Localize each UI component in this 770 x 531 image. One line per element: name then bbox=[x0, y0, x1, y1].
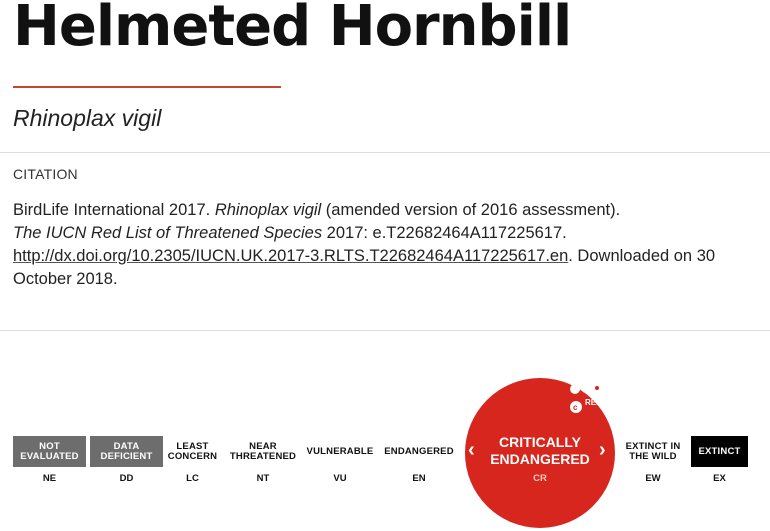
logo-text: RED LIST bbox=[585, 398, 622, 407]
chevron-right-icon: › bbox=[599, 439, 606, 461]
citation-publication: The IUCN Red List of Threatened Species bbox=[13, 224, 323, 242]
abbr-nt: NT bbox=[256, 473, 270, 484]
abbr-dd: DD bbox=[119, 473, 134, 484]
page-title: Helmeted Hornbill bbox=[13, 0, 572, 59]
category-near-threatened: NEAR THREATENED bbox=[229, 440, 297, 462]
iucn-red-list-logo-icon bbox=[568, 382, 622, 422]
abbr-ex: EX bbox=[713, 473, 726, 484]
citation-species: Rhinoplax vigil bbox=[214, 201, 322, 219]
doi-link[interactable]: http://dx.doi.org/10.2305/IUCN.UK.2017-3.RLTS.T22682464A117225617.en bbox=[13, 247, 569, 265]
category-vulnerable: VULNERABLE bbox=[306, 445, 374, 457]
citation-author-year: BirdLife International 2017. bbox=[13, 201, 215, 219]
chevron-left-icon: ‹ bbox=[468, 439, 475, 461]
category-endangered: ENDANGERED bbox=[384, 445, 454, 457]
category-extinct-in-the-wild: EXTINCT IN THE WILD bbox=[625, 440, 681, 462]
abbr-ew: EW bbox=[645, 473, 661, 484]
category-extinct: EXTINCT bbox=[691, 436, 748, 467]
category-data-deficient: DATA DEFICIENT bbox=[90, 436, 163, 467]
category-not-evaluated: NOT EVALUATED bbox=[13, 436, 86, 467]
abbr-vu: VU bbox=[333, 473, 347, 484]
citation-code: 2017: e.T22682464A117225617. bbox=[322, 224, 567, 242]
citation-downloaded: . Downloaded on 30 October 2018. bbox=[13, 247, 716, 288]
category-critically-endangered: CRITICALLY ENDANGERED bbox=[490, 434, 590, 467]
category-least-concern: LEAST CONCERN bbox=[167, 440, 218, 462]
svg-text:c: c bbox=[573, 403, 578, 412]
abbr-ne: NE bbox=[42, 473, 57, 484]
abbr-en: EN bbox=[412, 473, 426, 484]
scientific-name: Rhinoplax vigil bbox=[13, 105, 162, 131]
abbr-lc: LC bbox=[186, 473, 199, 484]
citation-heading: CITATION bbox=[13, 166, 78, 182]
abbr-cr: CR bbox=[533, 473, 547, 484]
citation-amendment: (amended version of 2016 assessment). bbox=[321, 201, 621, 219]
